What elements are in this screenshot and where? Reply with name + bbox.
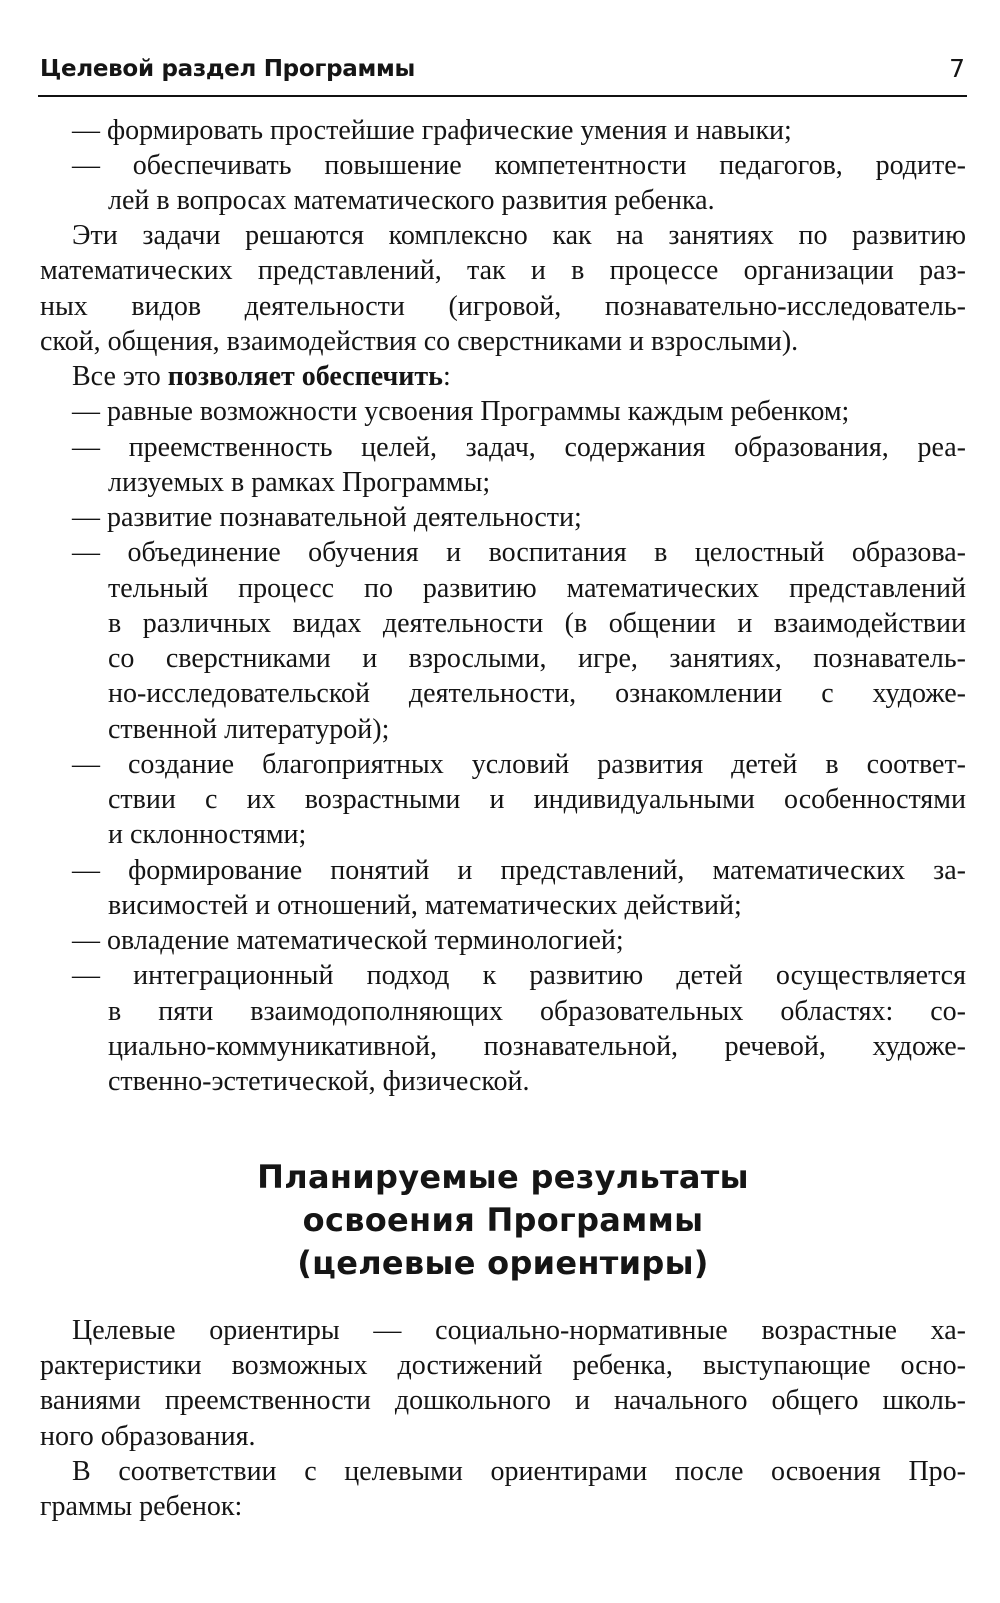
text-line: ской, общения, взаимодействия со сверстниками и взрослыми). <box>40 326 799 357</box>
text-line: — создание благоприятных условий развития детей в соответ- <box>72 749 966 780</box>
text-line: ваниями преемственности дошкольного и начального общего школь- <box>40 1385 966 1416</box>
text-line: — обеспечивать повышение компетентности педагогов, родите- <box>72 150 966 181</box>
text-line: Эти задачи решаются комплексно как на занятиях по развитию <box>72 220 966 251</box>
text-line: в пяти взаимодополняющих образовательных областях: со- <box>108 996 966 1027</box>
text-line: — равные возможности усвоения Программы каждым ребенком; <box>72 396 850 427</box>
text-run: : <box>442 361 451 392</box>
text-line: ного образования. <box>40 1421 256 1452</box>
text-line: ственной литературой); <box>108 714 390 745</box>
text-line: — развитие познавательной деятельности; <box>72 502 582 533</box>
text-line: Целевые ориентиры — социально-нормативные возрастные ха- <box>72 1315 966 1346</box>
text-line: циально-коммуникативной, познавательной, речевой, художе- <box>108 1031 966 1062</box>
text-line: В соответствии с целевыми ориентирами после освоения Про- <box>72 1456 966 1487</box>
text-line: тельный процесс по развитию математических представлений <box>108 573 966 604</box>
text-line: но-исследовательской деятельности, ознакомлении с художе- <box>108 678 966 709</box>
text-line: в различных видах деятельности (в общении и взаимодействии <box>108 608 966 639</box>
text-line: — формирование понятий и представлений, математических за- <box>72 855 966 886</box>
running-head-title: Целевой раздел Программы <box>40 56 415 82</box>
text-line: ствии с их возрастными и индивидуальными особенностями <box>108 784 966 815</box>
section-heading-line: освоения Программы <box>302 1201 704 1239</box>
text-line: — формировать простейшие графические умения и навыки; <box>72 115 792 146</box>
text-line: ных видов деятельности (игровой, познавательно-исследователь- <box>40 291 966 322</box>
page-number: 7 <box>949 54 965 83</box>
text-line: ственно-эстетической, физической. <box>108 1066 530 1097</box>
text-line: лей в вопросах математического развития ребенка. <box>108 185 715 216</box>
text-line: висимостей и отношений, математических действий; <box>108 890 742 921</box>
header-rule <box>38 95 967 97</box>
section-heading-line: (целевые ориентиры) <box>297 1244 709 1282</box>
section-heading-line: Планируемые результаты <box>257 1158 749 1196</box>
text-line: и склонностями; <box>108 819 307 850</box>
text-line: — преемственность целей, задач, содержания образования, реа- <box>72 432 966 463</box>
text-line: — овладение математической терминологией; <box>72 925 624 956</box>
text-line: со сверстниками и взрослыми, игре, занятиях, познаватель- <box>108 643 966 674</box>
text-line: рактеристики возможных достижений ребенка, выступающие осно- <box>40 1350 966 1381</box>
text-line <box>72 359 966 395</box>
text-run: Все это <box>72 361 168 392</box>
text-line: — интеграционный подход к развитию детей осуществляется <box>72 960 966 991</box>
text-line: — объединение обучения и воспитания в целостный образова- <box>72 537 966 568</box>
running-head <box>40 52 965 92</box>
bold-phrase: позволяет обеспечить <box>167 361 443 392</box>
text-line: граммы ребенок: <box>40 1491 243 1522</box>
text-line: математических представлений, так и в процессе организации раз- <box>40 255 966 286</box>
text-line: лизуемых в рамках Программы; <box>108 467 491 498</box>
